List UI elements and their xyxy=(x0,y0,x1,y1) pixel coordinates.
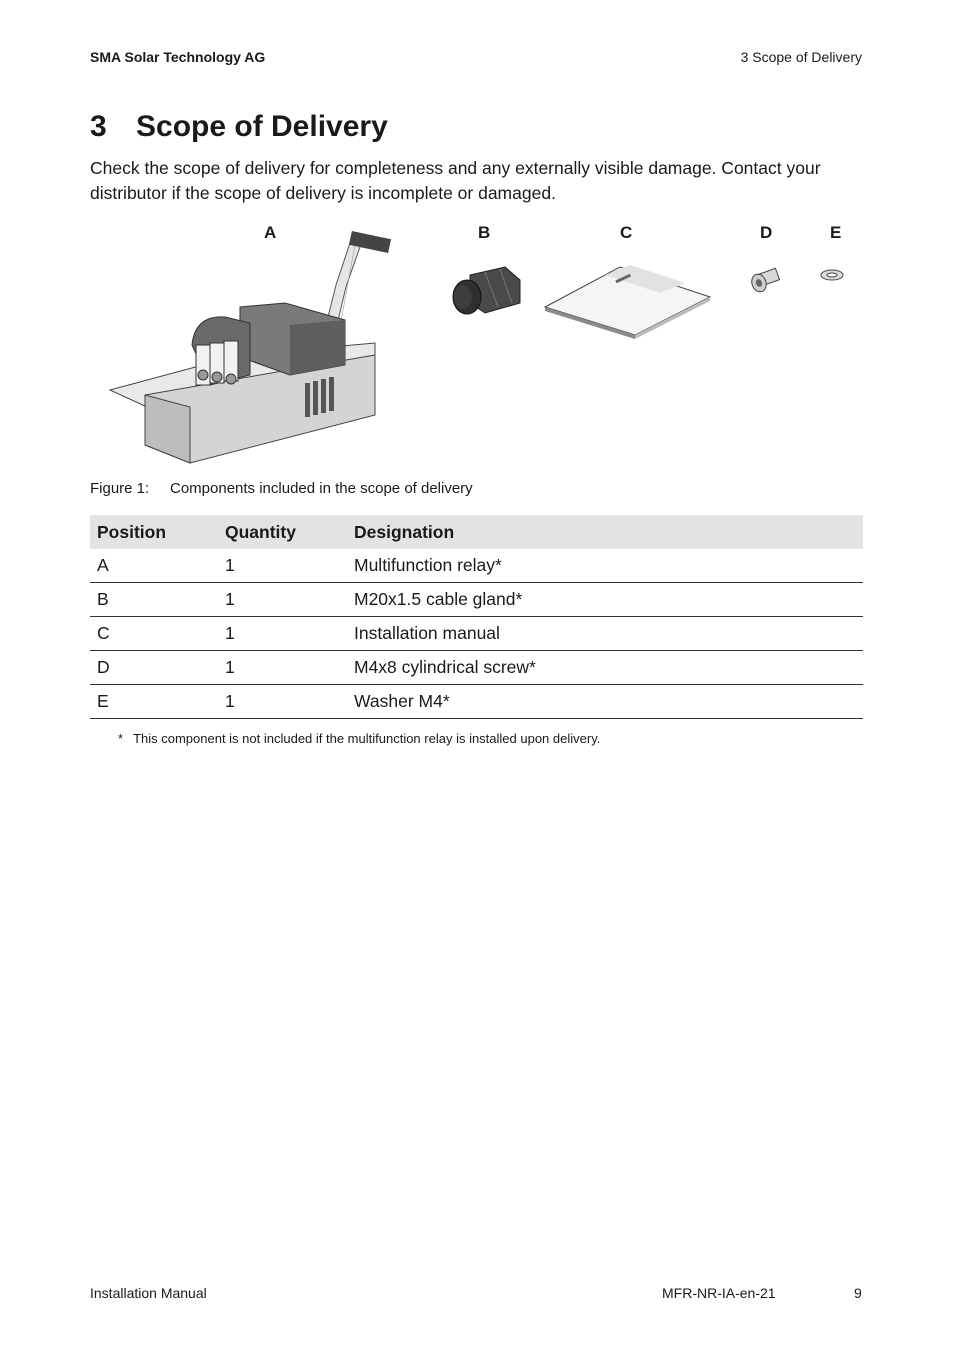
footer-page-number: 9 xyxy=(854,1285,862,1301)
footer-doc-code: MFR-NR-IA-en-21 xyxy=(662,1285,776,1301)
table-row xyxy=(90,685,863,719)
figure-label-e: E xyxy=(830,223,842,242)
header-section: 3 Scope of Delivery xyxy=(740,49,862,65)
cell-quantity: 1 xyxy=(218,549,347,583)
cell-designation: M20x1.5 cable gland* xyxy=(347,583,863,617)
figure-caption xyxy=(90,480,473,497)
cell-quantity: 1 xyxy=(218,685,347,719)
chapter-heading xyxy=(90,110,388,144)
table-header-row xyxy=(90,515,863,549)
cell-designation: Washer M4* xyxy=(347,685,863,719)
table-footnote xyxy=(118,731,600,746)
table-row xyxy=(90,617,863,651)
column-header-quantity: Quantity xyxy=(218,515,347,549)
table-row xyxy=(90,651,863,685)
cell-position: C xyxy=(90,617,218,651)
washer-illustration xyxy=(821,270,843,280)
figure-label-d: D xyxy=(760,223,773,242)
components-figure xyxy=(100,225,860,470)
cell-position: A xyxy=(90,549,218,583)
cell-quantity: 1 xyxy=(218,583,347,617)
cable-gland-illustration xyxy=(453,267,520,314)
table-row xyxy=(90,549,863,583)
figure-label-a: A xyxy=(264,223,277,242)
cell-position: B xyxy=(90,583,218,617)
intro-paragraph: Check the scope of delivery for completeness and any externally visible damage. Contact your distributor if the scope of delivery is incomplete or damaged. xyxy=(90,158,821,203)
figure-label-b: B xyxy=(478,223,491,242)
cell-position: D xyxy=(90,651,218,685)
cell-position: E xyxy=(90,685,218,719)
column-header-designation: Designation xyxy=(347,515,863,549)
installation-manual-illustration xyxy=(545,265,710,339)
scope-of-delivery-table xyxy=(90,515,863,719)
cell-quantity: 1 xyxy=(218,617,347,651)
chapter-number: 3 xyxy=(90,110,107,143)
figure-caption-text: Components included in the scope of delivery xyxy=(170,480,473,497)
column-header-position: Position xyxy=(90,515,218,549)
figure-label-c: C xyxy=(620,223,633,242)
figure-caption-number: Figure 1: xyxy=(90,480,150,497)
footnote-text: This component is not included if the multifunction relay is installed upon delivery. xyxy=(133,731,601,746)
footer-doc-type: Installation Manual xyxy=(90,1285,207,1301)
table-row xyxy=(90,583,863,617)
screw-illustration xyxy=(749,268,779,294)
cell-designation: Installation manual xyxy=(347,617,863,651)
chapter-title: Scope of Delivery xyxy=(136,110,388,143)
cell-quantity: 1 xyxy=(218,651,347,685)
multifunction-relay-illustration xyxy=(110,231,391,463)
cell-designation: Multifunction relay* xyxy=(347,549,863,583)
header-company: SMA Solar Technology AG xyxy=(90,49,266,65)
footnote-marker: * xyxy=(118,731,124,746)
cell-designation: M4x8 cylindrical screw* xyxy=(347,651,863,685)
